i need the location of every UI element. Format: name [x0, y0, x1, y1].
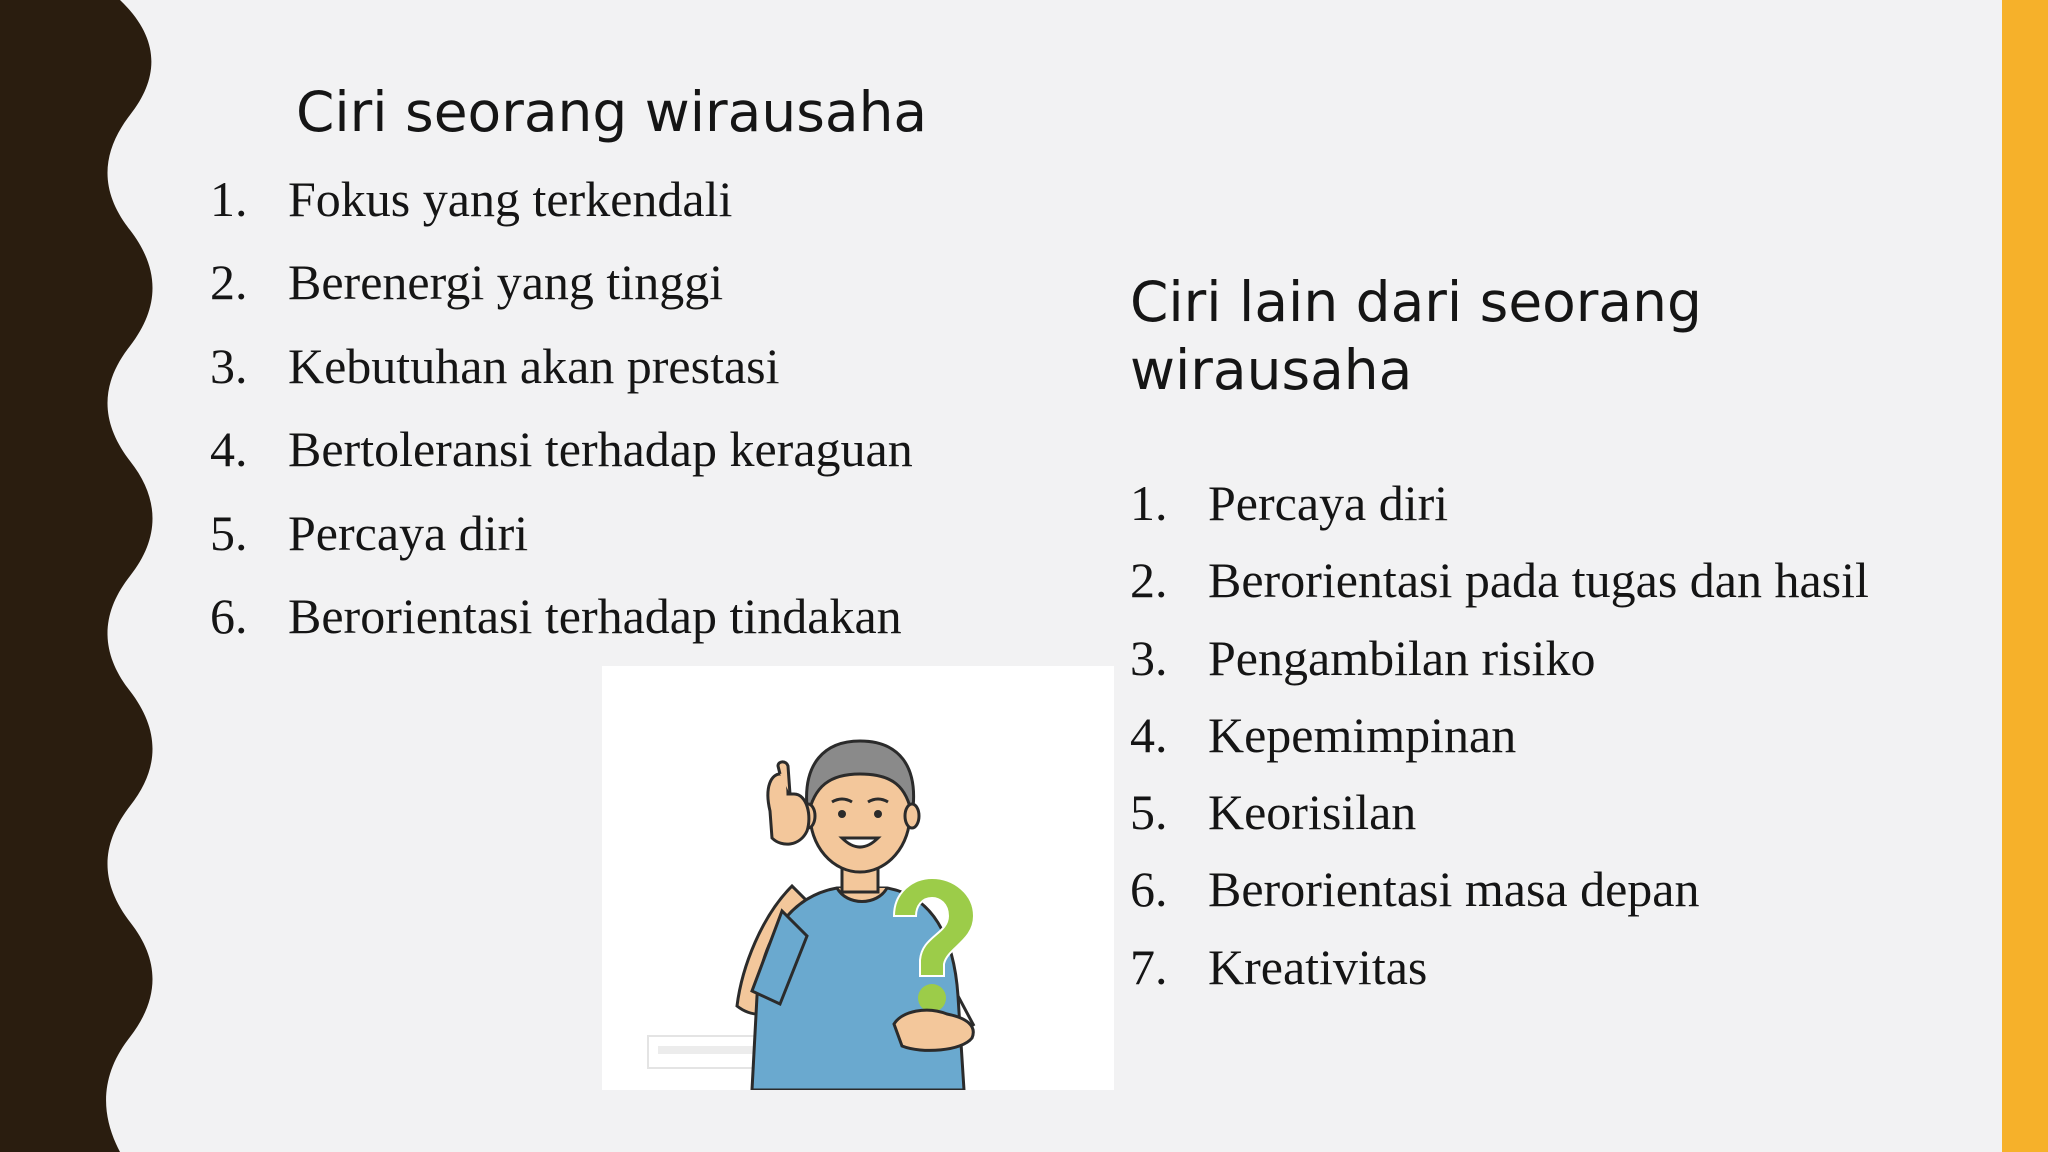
- list-item: [1130, 856, 1869, 933]
- item-text: Berorientasi pada tugas dan hasil: [1208, 552, 1869, 609]
- right-title: [1130, 268, 1850, 404]
- item-text: Berenergi yang tinggi: [288, 254, 724, 311]
- list-item: [1130, 470, 1869, 547]
- item-number: 1.: [1130, 475, 1168, 531]
- item-text: Bertoleransi terhadap keraguan: [288, 421, 913, 478]
- item-number: 6.: [210, 587, 248, 644]
- item-text: Percaya diri: [1208, 475, 1449, 531]
- thinking-person-question-mark-icon: [602, 666, 1114, 1090]
- item-number: 3.: [210, 337, 248, 394]
- item-number: 3.: [1130, 629, 1168, 686]
- list-item: [210, 583, 913, 666]
- right-title-line: Ciri lain dari seorang: [1130, 270, 1702, 334]
- item-text: Kepemimpinan: [1208, 706, 1517, 763]
- item-text: Kebutuhan akan prestasi: [288, 337, 780, 394]
- item-number: 6.: [1130, 861, 1168, 918]
- list-item: [1130, 625, 1869, 702]
- item-number: 2.: [210, 254, 248, 311]
- item-text: Berorientasi terhadap tindakan: [288, 587, 902, 644]
- item-text: Kreativitas: [1208, 938, 1428, 995]
- item-text: Fokus yang terkendali: [288, 171, 733, 227]
- wavy-side-band: [0, 0, 160, 1152]
- list-item: [1130, 547, 1869, 624]
- accent-bar: [2002, 0, 2048, 1152]
- left-title: Ciri seorang wirausaha: [296, 80, 928, 144]
- list-item: [1130, 779, 1869, 856]
- list-item: [1130, 934, 1869, 1011]
- item-number: 5.: [210, 504, 248, 561]
- item-text: Percaya diri: [288, 504, 529, 561]
- item-number: 1.: [210, 171, 248, 227]
- list-item: [210, 166, 913, 249]
- list-item: [210, 500, 913, 583]
- list-item: [210, 249, 913, 332]
- item-number: 2.: [1130, 552, 1168, 609]
- item-number: 7.: [1130, 938, 1168, 995]
- item-number: 4.: [1130, 706, 1168, 763]
- item-text: Keorisilan: [1208, 784, 1417, 841]
- item-text: Berorientasi masa depan: [1208, 861, 1700, 918]
- item-number: 4.: [210, 421, 248, 478]
- list-item: [210, 416, 913, 499]
- list-item: [210, 333, 913, 416]
- right-list: [1130, 470, 1869, 1011]
- item-number: 5.: [1130, 784, 1168, 841]
- item-text: Pengambilan risiko: [1208, 629, 1596, 686]
- illustration-frame: [602, 666, 1114, 1090]
- left-list: [210, 166, 913, 666]
- list-item: [1130, 702, 1869, 779]
- right-title-line: wirausaha: [1130, 338, 1413, 402]
